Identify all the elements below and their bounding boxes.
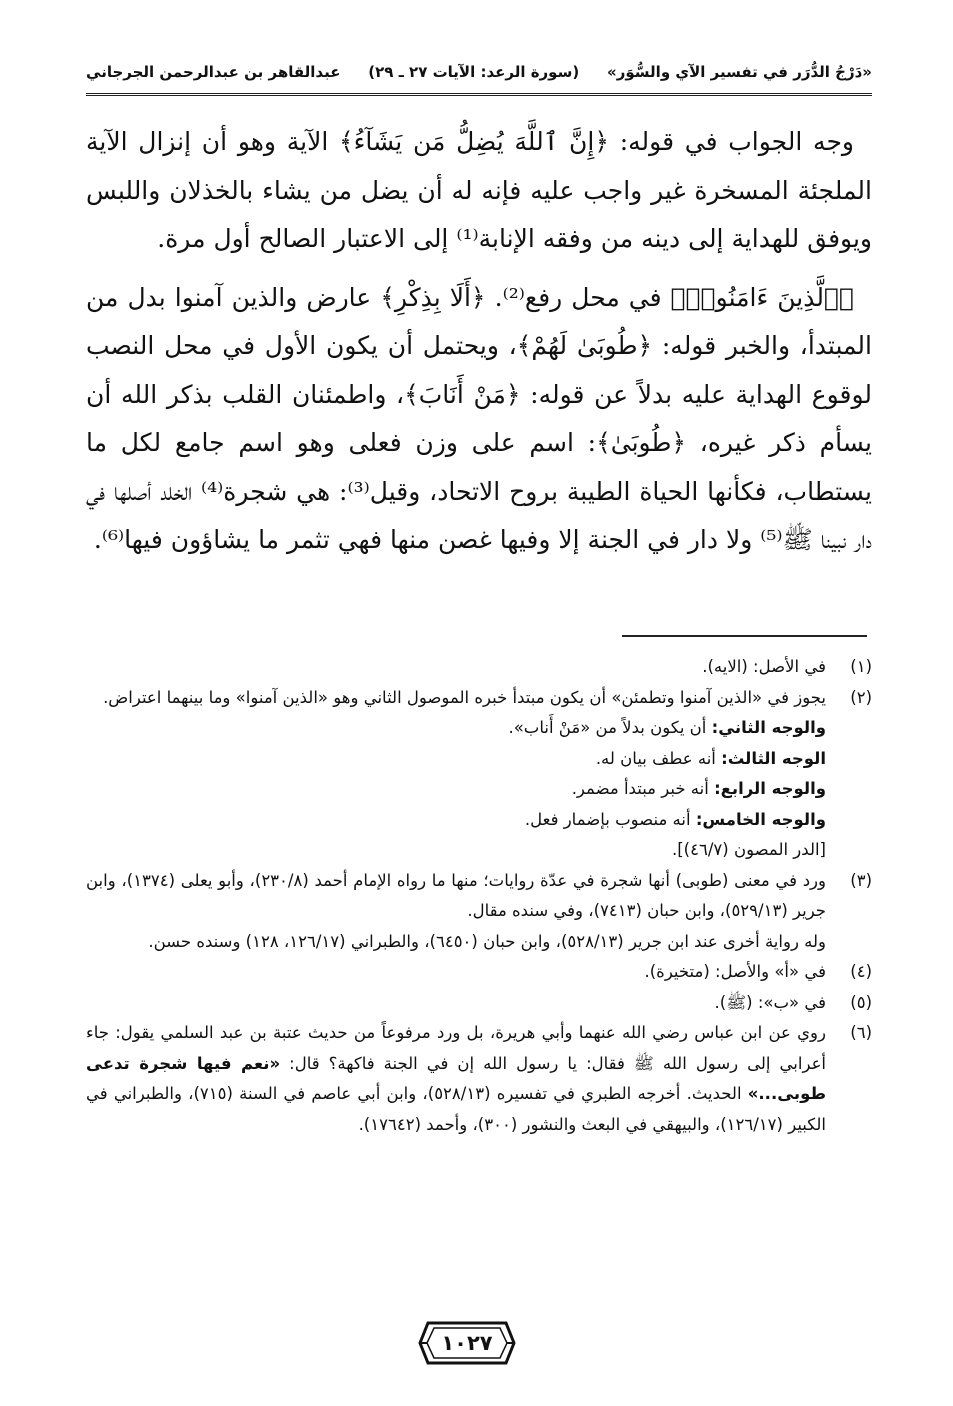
- paragraph-2: ﴿ٱلَّذِينَ ءَامَنُوا۟﴾ في محل رفع⁽²⁾. ﴿أَلَا بِذِكْرِ﴾ عارض والذين آمنوا بدل من المبتدأ، والخبر قوله: ﴿طُوبَىٰ لَهُمْ﴾، ويحتمل أن يكون الأول في محل النصب لوقوع الهداية عليه بدلاً عن قوله: ﴿مَنْ أَنَابَ﴾، واطمئنان القلب بذكر الله أن يسأم ذكر غيره، ﴿طُوبَىٰ﴾: اسم على وزن فعلى وهو اسم جامع لكل ما يستطاب، فكأنها الحياة الطيبة بروح الاتحاد، وقيل⁽³⁾: هي شجرة⁽⁴⁾ الخلد أصلها في دار نبينا ﷺ⁽⁵⁾ ولا دار في الجنة إلا وفيها غصن منها فهي تثمر ما يشاؤون فيها⁽⁶⁾.: [86, 282, 872, 554]
- footnote-text: في الأصل: (الايه).: [702, 657, 826, 676]
- footnote-text: في «ب»: (ﷺ).: [714, 992, 826, 1012]
- aspect-text: أنه خبر مبتدأ مضمر.: [571, 779, 715, 798]
- aspect-label: والوجه الخامس:: [695, 809, 826, 829]
- aspect-label: والوجه الرابع:: [714, 779, 826, 798]
- page-number: ١٠٢٧: [441, 1331, 493, 1355]
- page-number-ornament: [418, 1317, 516, 1369]
- footnote-number: (٤): [850, 962, 872, 981]
- footnote-number: (٢): [850, 687, 872, 707]
- footnote-number: (٣): [850, 870, 872, 890]
- hadith-quote: «نعم فيها شجرة تدعى طوبى...»: [86, 1053, 826, 1103]
- main-text: [86, 118, 872, 565]
- footnote-6: [86, 1018, 872, 1140]
- footnote-number: (٥): [850, 992, 872, 1012]
- running-header: [86, 58, 872, 86]
- footnote-4: [86, 957, 872, 988]
- aspect-label: والوجه الثاني:: [711, 718, 826, 737]
- footnote-5: [86, 988, 872, 1019]
- footnote-text-b: الحديث. أخرجه الطبري في تفسيره (٥٢٨/١٣)، وابن أبي عاصم في السنة (٧١٥)، والطبراني في الكبير (١٢٦/١٧)، والبيهقي في البعث والنشور (٣٠٠)، وأحمد (١٧٦٤٢).: [86, 1084, 826, 1134]
- second-aspect: [86, 713, 826, 744]
- footnote-text-a: روي عن ابن عباس رضي الله عنهما وأبي هريرة، بل ورد مرفوعاً من حديث عتبة بن عبد السلمي يقول: جاء أعرابي إلى رسول الله ﷺ فقال: يا رسول الله إن في الجنة فاكهة؟ قال:: [86, 1023, 826, 1073]
- header-divider: [86, 93, 872, 96]
- footnote-text: في «أ» والأصل: (متخيرة).: [644, 962, 826, 981]
- book-title: «دَرْجُ الدُّرَر في تفسير الآي والسُّوَر»: [607, 63, 872, 81]
- surah-section: (سورة الرعد: الآيات ٢٧ ـ ٢٩): [368, 63, 580, 81]
- footnote-1: [86, 652, 872, 683]
- footnote-text-continued: وله رواية أخرى عند ابن جرير (٥٢٨/١٣)، وابن حبان (٦٤٥٠)، والطبراني (١٢٦/١٧، ١٢٨) وسنده حسن.: [148, 931, 826, 951]
- author-name: عبدالقاهر بن عبدالرحمن الجرجاني: [86, 63, 341, 81]
- aspect-text: أن يكون بدلاً من «مَنْ أَناب».: [508, 718, 712, 737]
- footnote-2: [86, 683, 872, 866]
- footnote-number: (١): [850, 657, 872, 676]
- footnote-text: [86, 1018, 826, 1140]
- fifth-aspect: [86, 805, 826, 836]
- aspect-label: الوجه الثالث:: [721, 748, 826, 768]
- footnote-text: يجوز في «الذين آمنوا وتطمئن» أن يكون مبتدأ خبره الموصول الثاني وهو «الذين آمنوا» وما بينهما اعتراض.: [103, 687, 826, 707]
- footnote-text: ورد في معنى (طوبى) أنها شجرة في عدّة روايات؛ منها ما رواه الإمام أحمد (٢٣٠/٨)، وأبو يعلى (١٣٧٤)، وابن جرير (٥٢٩/١٣)، وابن حبان (٧٤١٣)، وفي سنده مقال.: [86, 870, 826, 920]
- third-aspect: [86, 744, 826, 775]
- aspect-text: أنه عطف بيان له.: [595, 748, 722, 768]
- footnote-divider: [622, 635, 867, 637]
- aspect-text: أنه منصوب بإضمار فعل.: [524, 809, 696, 829]
- paragraph-1: وجه الجواب في قوله: ﴿إِنَّ ٱللَّهَ يُضِلُّ مَن يَشَآءُ﴾ الآية وهو أن إنزال الآية الملجئة المسخرة غير واجب عليه فإنه له أن يضل من يشاء بالخذلان واللبس ويوفق للهداية إلى دينه من وفقه الإنابة⁽¹⁾ إلى الاعتبار الصالح أول مرة.: [86, 127, 872, 253]
- footnote-3: [86, 866, 872, 958]
- footnotes: [86, 652, 872, 1140]
- fourth-aspect: [86, 774, 826, 805]
- footnote-number: (٦): [850, 1023, 872, 1042]
- footnote-source: [الدر المصون (٤٦/٧)].: [672, 840, 826, 859]
